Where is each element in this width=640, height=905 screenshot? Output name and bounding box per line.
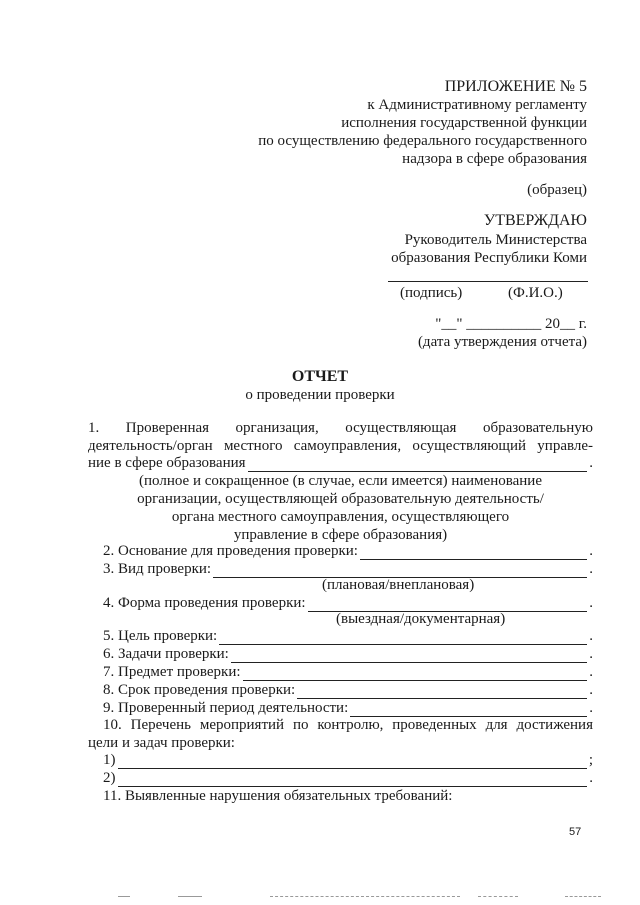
period: . bbox=[589, 543, 593, 559]
approval-title: УТВЕРЖДАЮ bbox=[483, 212, 587, 229]
item-4-input-line[interactable] bbox=[308, 597, 588, 612]
item-1-field bbox=[88, 455, 593, 472]
period: . bbox=[589, 455, 593, 471]
item-5-label: 5. Цель проверки: bbox=[103, 628, 218, 644]
period: . bbox=[589, 770, 593, 786]
item-3-label: 3. Вид проверки: bbox=[103, 561, 212, 577]
item-6-label: 6. Задачи проверки: bbox=[103, 646, 229, 662]
period: . bbox=[589, 664, 593, 680]
item-10-line-2: цели и задач проверки: bbox=[88, 735, 235, 751]
item-6-field bbox=[103, 646, 593, 663]
item-3-note: (плановая/внеплановая) bbox=[322, 577, 475, 593]
appendix-line: к Административному регламенту bbox=[367, 97, 587, 113]
item-5-input-line[interactable] bbox=[219, 630, 587, 645]
item-3-field bbox=[103, 561, 593, 578]
signature-line bbox=[388, 281, 588, 282]
scan-artifact bbox=[270, 896, 460, 897]
item-9-label: 9. Проверенный период деятельности: bbox=[103, 700, 349, 716]
period: . bbox=[589, 595, 593, 611]
item-4-field bbox=[103, 595, 593, 612]
item-9-input-line[interactable] bbox=[350, 702, 587, 717]
item-1-note: управление в сфере образования) bbox=[233, 527, 448, 543]
page-number: 57 bbox=[569, 826, 582, 838]
semicolon: ; bbox=[588, 752, 593, 768]
appendix-line: надзора в сфере образования bbox=[402, 151, 587, 167]
approval-line-1: Руководитель Министерства bbox=[404, 232, 587, 248]
sub-2-input-line[interactable] bbox=[118, 772, 588, 787]
item-9-field bbox=[103, 700, 593, 717]
period: . bbox=[589, 682, 593, 698]
period: . bbox=[589, 561, 593, 577]
scan-artifact bbox=[178, 896, 202, 897]
item-10-line-1: 10. Перечень мероприятий по контролю, проведенных для достижения bbox=[103, 717, 593, 733]
item-8-input-line[interactable] bbox=[297, 684, 587, 699]
item-11-label: 11. Выявленные нарушения обязательных требований: bbox=[103, 788, 453, 804]
approval-date-caption: (дата утверждения отчета) bbox=[417, 334, 587, 350]
item-4-label: 4. Форма проведения проверки: bbox=[103, 595, 306, 611]
item-5-field bbox=[103, 628, 593, 645]
item-1-line-2: деятельность/орган местного самоуправления, осуществляющий управле- bbox=[88, 438, 593, 454]
signature-label: (подпись) bbox=[400, 285, 463, 301]
scan-artifact bbox=[565, 896, 601, 897]
approval-date-line: "__" __________ 20__ г. bbox=[435, 316, 587, 332]
item-3-input-line[interactable] bbox=[213, 563, 587, 578]
item-1-line-1: 1. Проверенная организация, осуществляющая образовательную bbox=[88, 420, 593, 436]
item-1-label: ние в сфере образования bbox=[88, 455, 246, 471]
period: . bbox=[589, 700, 593, 716]
sub-1-label: 1) bbox=[103, 752, 116, 768]
report-subtitle: о проведении проверки bbox=[245, 387, 395, 403]
scan-artifact bbox=[478, 896, 518, 897]
item-7-label: 7. Предмет проверки: bbox=[103, 664, 241, 680]
approval-line-2: образования Республики Коми bbox=[391, 250, 587, 266]
item-7-input-line[interactable] bbox=[243, 666, 588, 681]
appendix-line: исполнения государственной функции bbox=[341, 115, 587, 131]
item-6-input-line[interactable] bbox=[231, 648, 587, 663]
item-7-field bbox=[103, 664, 593, 681]
item-10-sub-1 bbox=[103, 752, 593, 769]
item-2-label: 2. Основание для проведения проверки: bbox=[103, 543, 358, 559]
report-title: ОТЧЕТ bbox=[291, 368, 349, 385]
item-4-note: (выездная/документарная) bbox=[336, 611, 506, 627]
sample-label: (образец) bbox=[527, 182, 587, 198]
sub-2-label: 2) bbox=[103, 770, 116, 786]
period: . bbox=[589, 646, 593, 662]
item-1-note: (полное и сокращенное (в случае, если имеется) наименование bbox=[139, 473, 542, 489]
item-8-label: 8. Срок проведения проверки: bbox=[103, 682, 296, 698]
item-1-note: организации, осуществляющей образовательную деятельность/ bbox=[137, 491, 544, 507]
sub-1-input-line[interactable] bbox=[118, 754, 587, 769]
item-1-input-line[interactable] bbox=[248, 457, 588, 472]
scan-artifact bbox=[118, 896, 130, 897]
period: . bbox=[589, 628, 593, 644]
appendix-title: ПРИЛОЖЕНИЕ № 5 bbox=[444, 78, 587, 95]
item-8-field bbox=[103, 682, 593, 699]
appendix-line: по осуществлению федерального государственного bbox=[258, 133, 587, 149]
item-2-input-line[interactable] bbox=[360, 545, 587, 560]
name-label: (Ф.И.О.) bbox=[508, 285, 563, 301]
item-2-field bbox=[103, 543, 593, 560]
item-10-sub-2 bbox=[103, 770, 593, 787]
item-1-note: органа местного самоуправления, осуществляющего bbox=[171, 509, 510, 525]
